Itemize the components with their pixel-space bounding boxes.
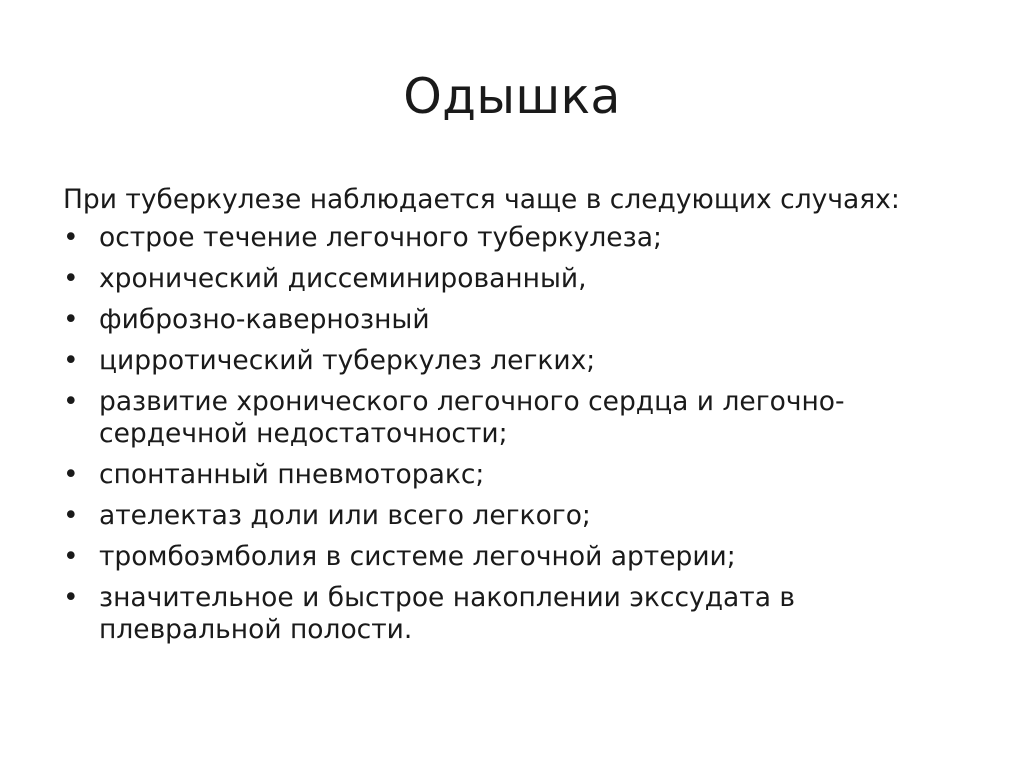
bullet-icon: • [63, 304, 79, 335]
list-item-text: острое течение легочного туберкулеза; [99, 222, 662, 253]
list-item [63, 459, 963, 491]
bullet-icon: • [63, 345, 79, 376]
list-item-text: хронический диссеминированный, [99, 263, 587, 294]
bullet-icon: • [63, 263, 79, 294]
list-item [63, 582, 963, 646]
list-item [63, 500, 963, 532]
list-item-text: значительное и быстрое накоплении экссудата в плевральной полости. [99, 582, 795, 645]
slide-body [63, 180, 963, 646]
slide-title: Одышка [403, 68, 621, 125]
list-item-text: спонтанный пневмоторакс; [99, 459, 485, 490]
bullet-icon: • [63, 459, 79, 490]
list-item [63, 263, 963, 295]
list-item-text: тромбоэмболия в системе легочной артерии; [99, 541, 736, 572]
bullet-icon: • [63, 500, 79, 531]
bullet-icon: • [63, 541, 79, 572]
list-item-text: фиброзно-кавернозный [99, 304, 430, 335]
bullet-icon: • [63, 582, 79, 613]
list-item [63, 222, 963, 254]
list-item [63, 345, 963, 377]
bullet-icon: • [63, 222, 79, 253]
list-item [63, 541, 963, 573]
bullet-list [63, 222, 963, 646]
list-item-text: цирротический туберкулез легких; [99, 345, 596, 376]
intro-text: При туберкулезе наблюдается чаще в следующих случаях: [63, 184, 900, 215]
list-item [63, 386, 963, 450]
bullet-icon: • [63, 386, 79, 417]
list-item-text: ателектаз доли или всего легкого; [99, 500, 591, 531]
list-item [63, 304, 963, 336]
list-item-text: развитие хронического легочного сердца и легочно-сердечной недостаточности; [99, 386, 845, 449]
